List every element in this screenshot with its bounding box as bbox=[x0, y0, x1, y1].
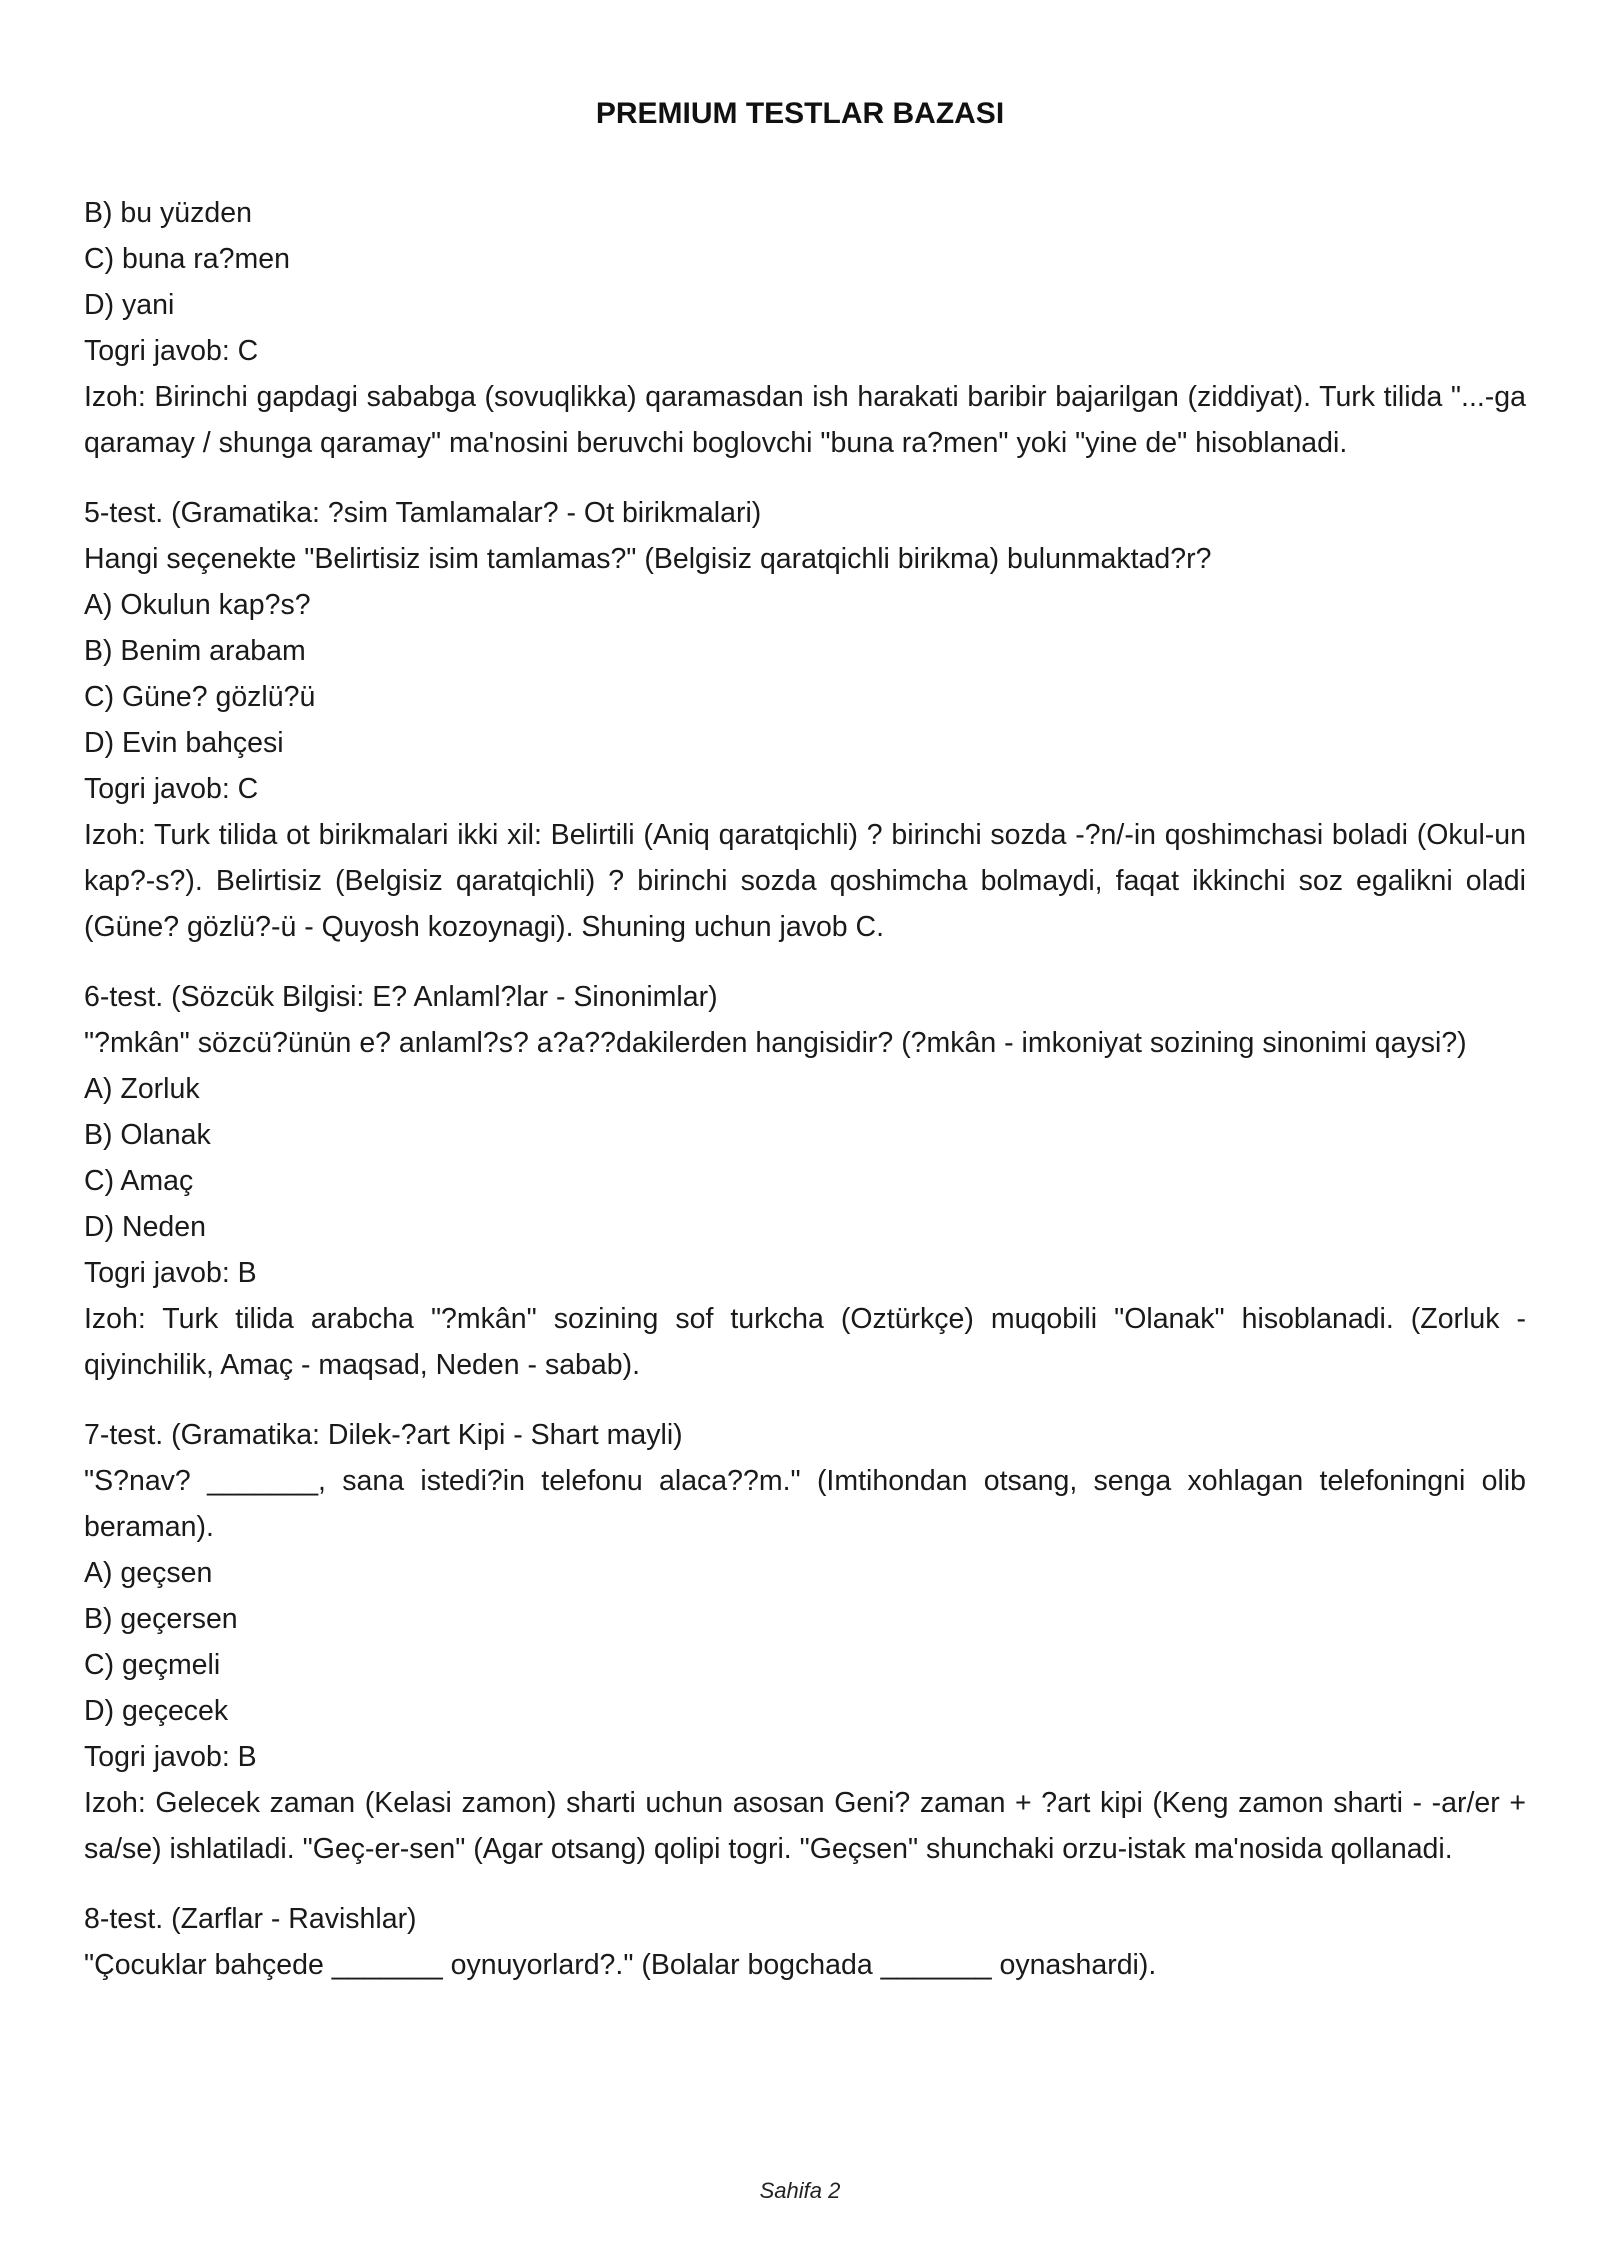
test-question: "Çocuklar bahçede _______ oynuyorlard?." (Bolalar bogchada _______ oynashardi). bbox=[84, 1949, 1157, 1981]
test-block-5 bbox=[84, 490, 1526, 950]
explanation-paragraph: Izoh: Birinchi gapdagi sababga (sovuqlikka) qaramasdan ish harakati baribir bajarilgan (ziddiyat). Turk tilida "...-ga qaramay / shunga qaramay" ma'nosini beruvchi boglovchi "buna ra?men" yoki "yine de" hisoblanadi. bbox=[84, 381, 1526, 459]
option-d: D) yani bbox=[84, 289, 175, 321]
option-c: C) Güne? gözlü?ü bbox=[84, 681, 316, 713]
test-heading: 7-test. (Gramatika: Dilek-?art Kipi - Shart mayli) bbox=[84, 1419, 683, 1451]
option-b: B) Benim arabam bbox=[84, 635, 306, 667]
option-a: A) Zorluk bbox=[84, 1073, 200, 1105]
test-block-previous bbox=[84, 190, 1526, 466]
page-title: PREMIUM TESTLAR BAZASI bbox=[595, 97, 1005, 130]
option-a: A) Okulun kap?s? bbox=[84, 589, 311, 621]
test-block-6 bbox=[84, 974, 1526, 1388]
option-c: C) buna ra?men bbox=[84, 243, 290, 275]
option-c: C) geçmeli bbox=[84, 1649, 221, 1681]
option-b: B) geçersen bbox=[84, 1603, 238, 1635]
test-block-7 bbox=[84, 1412, 1526, 1872]
test-question: Hangi seçenekte "Belirtisiz isim tamlamas?" (Belgisiz qaratqichli birikma) bulunmaktad?r? bbox=[84, 543, 1212, 575]
explanation-paragraph: Izoh: Gelecek zaman (Kelasi zamon) sharti uchun asosan Geni? zaman + ?art kipi (Keng zamon sharti - -ar/er + sa/se) ishlatiladi. "Geç-er-sen" (Agar otsang) qolipi togri. "Geçsen" shunchaki orzu-istak ma'nosida qollanadi. bbox=[84, 1787, 1526, 1865]
answer-line: Togri javob: C bbox=[84, 773, 259, 805]
answer-line: Togri javob: B bbox=[84, 1257, 257, 1289]
option-b: B) Olanak bbox=[84, 1119, 211, 1151]
explanation-paragraph: Izoh: Turk tilida ot birikmalari ikki xil: Belirtili (Aniq qaratqichli) ? birinchi sozda -?n/-in qoshimchasi boladi (Okul-un kap?-s?). Belirtisiz (Belgisiz qaratqichli) ? birinchi sozda qoshimcha bolmaydi, faqat ikkinchi soz egalikni oladi (Güne? gözlü?-ü - Quyosh kozoynagi). Shuning uchun javob C. bbox=[84, 819, 1526, 943]
answer-line: Togri javob: B bbox=[84, 1741, 257, 1773]
test-heading: 8-test. (Zarflar - Ravishlar) bbox=[84, 1903, 417, 1935]
test-question: "?mkân" sözcü?ünün e? anlaml?s? a?a??dakilerden hangisidir? (?mkân - imkoniyat sozining sinonimi qaysi?) bbox=[84, 1027, 1467, 1059]
test-question: "S?nav? _______, sana istedi?in telefonu alaca??m." (Imtihondan otsang, senga xohlagan telefoningni olib beraman). bbox=[84, 1465, 1526, 1543]
page-number: Sahifa 2 bbox=[759, 2178, 841, 2203]
test-heading: 6-test. (Sözcük Bilgisi: E? Anlaml?lar - Sinonimlar) bbox=[84, 981, 718, 1013]
option-a: A) geçsen bbox=[84, 1557, 213, 1589]
document-body bbox=[84, 190, 1526, 1988]
option-d: D) Neden bbox=[84, 1211, 206, 1243]
answer-line: Togri javob: C bbox=[84, 335, 259, 367]
test-heading: 5-test. (Gramatika: ?sim Tamlamalar? - Ot birikmalari) bbox=[84, 497, 762, 529]
option-d: D) Evin bahçesi bbox=[84, 727, 284, 759]
option-c: C) Amaç bbox=[84, 1165, 194, 1197]
option-d: D) geçecek bbox=[84, 1695, 229, 1727]
explanation-paragraph: Izoh: Turk tilida arabcha "?mkân" sozining sof turkcha (Oztürkçe) muqobili "Olanak" hisoblanadi. (Zorluk - qiyinchilik, Amaç - maqsad, Neden - sabab). bbox=[84, 1303, 1526, 1381]
option-b: B) bu yüzden bbox=[84, 197, 252, 229]
test-block-8 bbox=[84, 1896, 1526, 1988]
